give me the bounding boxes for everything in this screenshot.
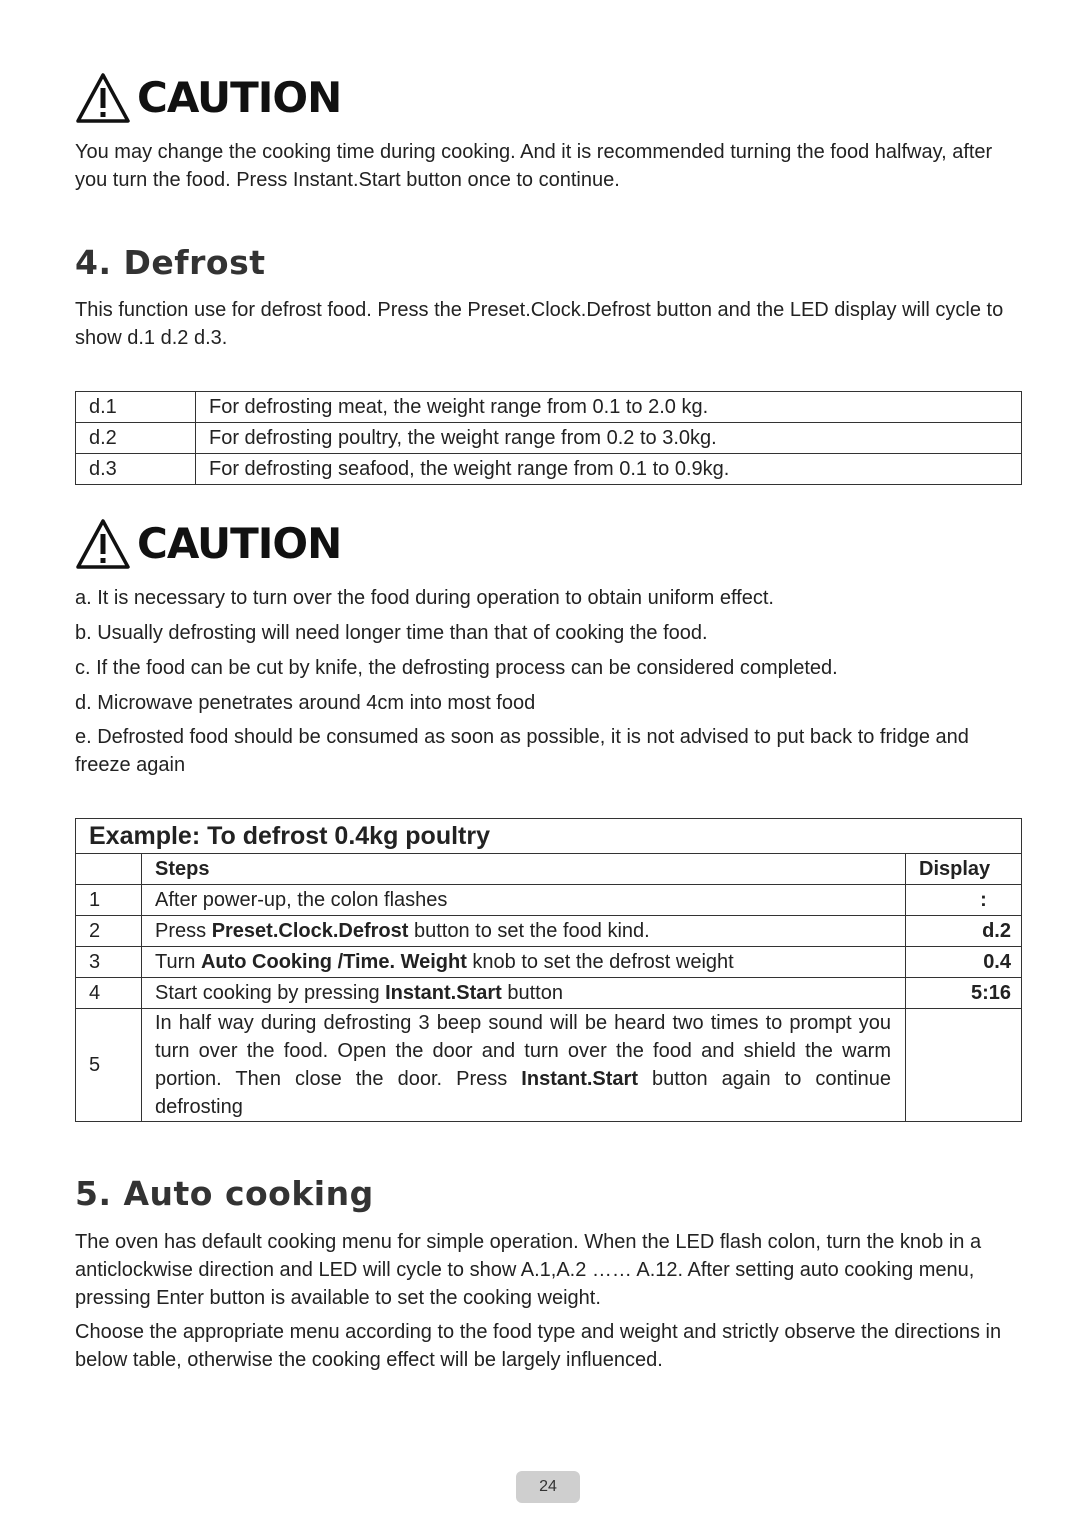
- table-row: [76, 392, 1022, 423]
- table-row: [76, 1009, 1022, 1122]
- defrost-code: d.3: [76, 454, 196, 485]
- table-row: [76, 454, 1022, 485]
- table-row: [76, 885, 1022, 916]
- defrost-desc: For defrosting meat, the weight range from 0.1 to 2.0 kg.: [196, 392, 1022, 423]
- caution-title: CAUTION: [137, 519, 342, 568]
- caution-header: [75, 72, 341, 124]
- step-text: In half way during defrosting 3 beep sound will be heard two times to prompt you turn over the food. Open the door and turn over the food and shield the warm portion. Then close the door. Press Instant.Start button again to continue defrosting: [142, 1009, 906, 1122]
- step-number: 5: [76, 1009, 142, 1122]
- warning-triangle-icon: [75, 72, 131, 124]
- table-row: [76, 854, 1022, 885]
- step-number: 4: [76, 978, 142, 1009]
- column-header-steps: Steps: [142, 854, 906, 885]
- defrost-code: d.1: [76, 392, 196, 423]
- warning-triangle-icon: [75, 518, 131, 570]
- display-value: [906, 1009, 1022, 1122]
- auto-paragraph: The oven has default cooking menu for simple operation. When the LED flash colon, turn the knob in a anticlockwise direction and LED will cycle to show A.1,A.2 …… A.12. After setting auto cooking menu, pressing Enter button is available to set the cooking weight.: [75, 1231, 982, 1309]
- step-number: 2: [76, 916, 142, 947]
- section-heading-defrost: 4. Defrost: [75, 243, 266, 282]
- auto-paragraph: Choose the appropriate menu according to the food type and weight and strictly observe the directions in below table, otherwise the cooking effect will be largely influenced.: [75, 1321, 1002, 1371]
- display-value: d.2: [906, 916, 1022, 947]
- list-item: e. Defrosted food should be consumed as soon as possible, it is not advised to put back to fridge and freeze again: [75, 726, 969, 776]
- step-number: 3: [76, 947, 142, 978]
- defrost-desc: For defrosting poultry, the weight range from 0.2 to 3.0kg.: [196, 423, 1022, 454]
- page-number: 24: [516, 1471, 580, 1503]
- table-row: [76, 819, 1022, 854]
- example-title: Example: To defrost 0.4kg poultry: [76, 819, 1022, 854]
- step-text: Press Preset.Clock.Defrost button to set the food kind.: [142, 916, 906, 947]
- table-row: [76, 916, 1022, 947]
- table-row: [76, 947, 1022, 978]
- table-row: [76, 423, 1022, 454]
- section-heading-auto-cooking: 5. Auto cooking: [75, 1174, 374, 1213]
- list-item: c. If the food can be cut by knife, the defrosting process can be considered completed.: [75, 657, 838, 679]
- step-number: 1: [76, 885, 142, 916]
- display-value: :: [906, 885, 1022, 916]
- caution-title: CAUTION: [137, 73, 342, 122]
- table-row: [76, 978, 1022, 1009]
- step-text: Start cooking by pressing Instant.Start button: [142, 978, 906, 1009]
- defrost-desc: For defrosting seafood, the weight range from 0.1 to 0.9kg.: [196, 454, 1022, 485]
- step-text: After power-up, the colon flashes: [142, 885, 906, 916]
- defrost-table: [75, 391, 1022, 485]
- display-value: 5:16: [906, 978, 1022, 1009]
- caution-text: You may change the cooking time during cooking. And it is recommended turning the food halfway, after you turn the food. Press Instant.Start button once to continue.: [75, 141, 993, 191]
- list-item: d. Microwave penetrates around 4cm into most food: [75, 692, 536, 714]
- list-item: a. It is necessary to turn over the food during operation to obtain uniform effect.: [75, 587, 774, 609]
- step-text: Turn Auto Cooking /Time. Weight knob to set the defrost weight: [142, 947, 906, 978]
- display-value: 0.4: [906, 947, 1022, 978]
- defrost-code: d.2: [76, 423, 196, 454]
- example-table: [75, 818, 1022, 1122]
- caution-header: [75, 518, 341, 570]
- list-item: b. Usually defrosting will need longer time than that of cooking the food.: [75, 622, 708, 644]
- defrost-intro: This function use for defrost food. Press the Preset.Clock.Defrost button and the LED display will cycle to show d.1 d.2 d.3.: [75, 299, 1004, 349]
- column-header-display: Display: [906, 854, 1022, 885]
